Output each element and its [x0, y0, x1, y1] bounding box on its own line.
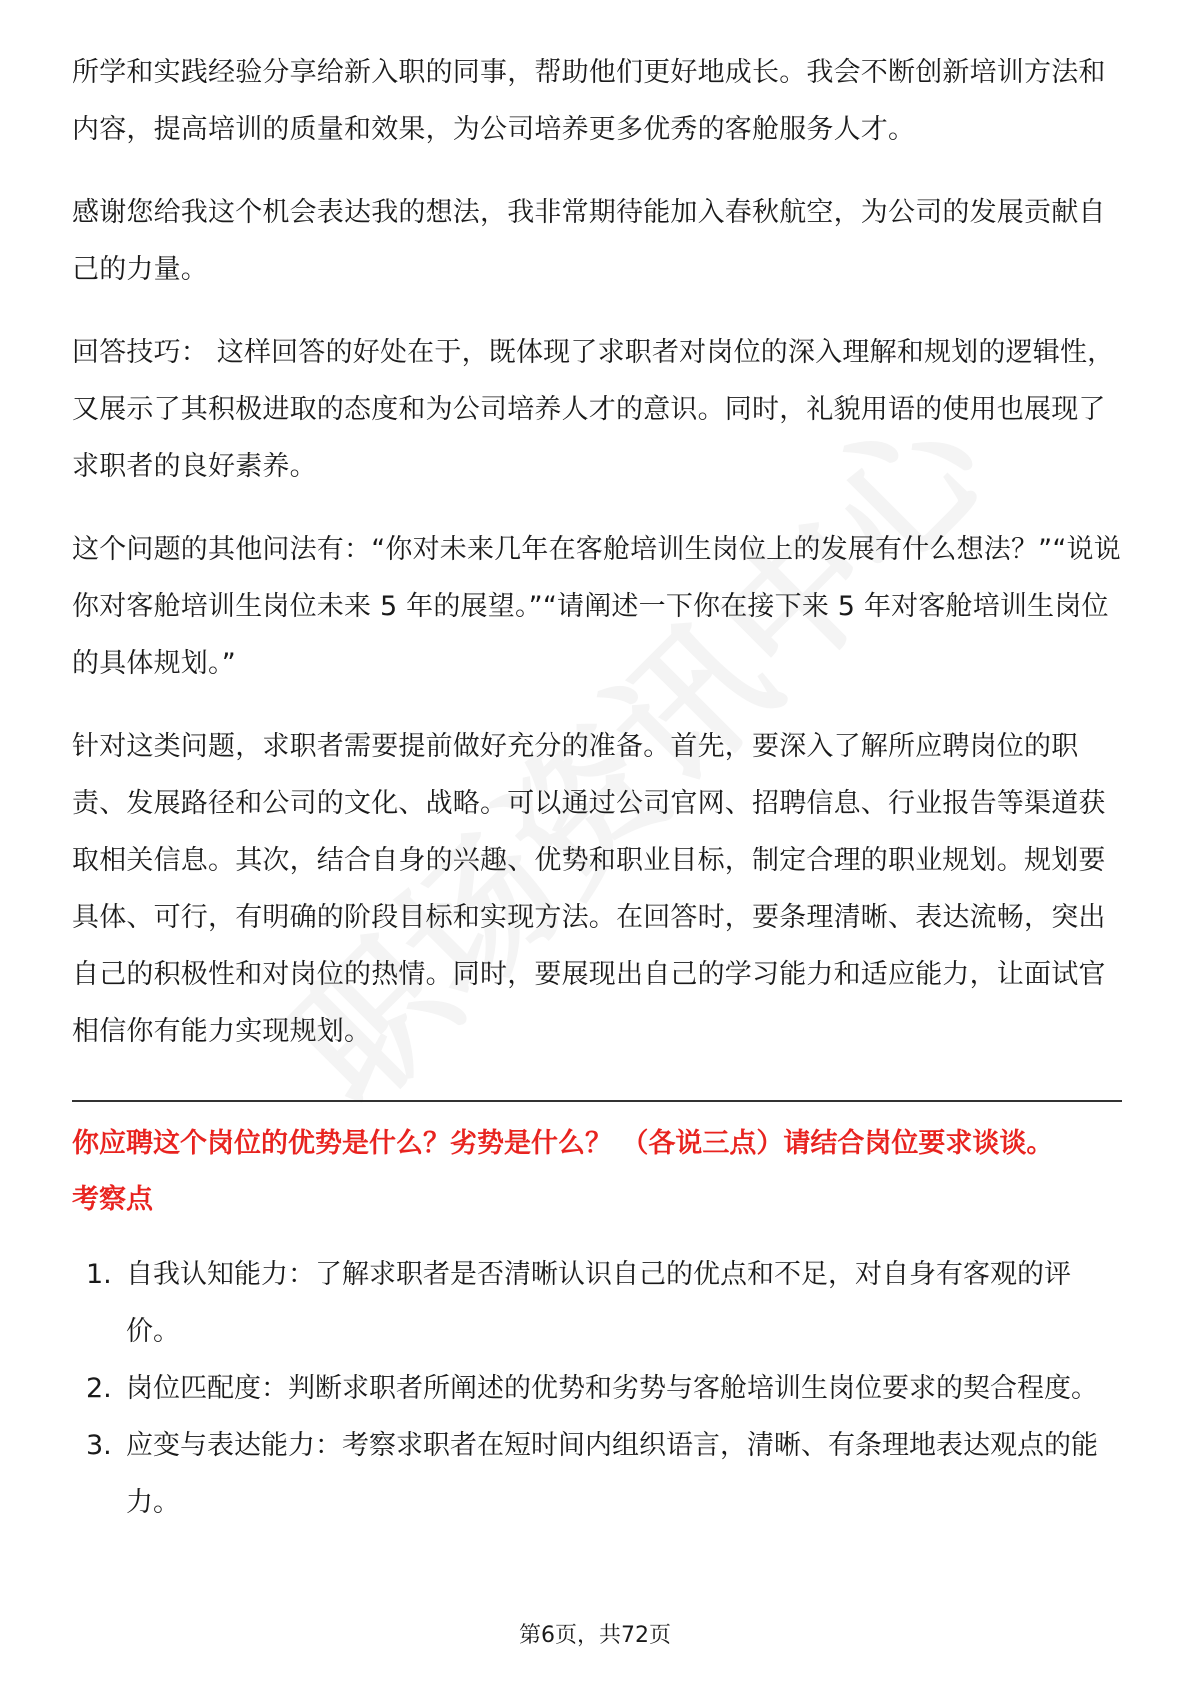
list-item-number: 1.	[86, 1259, 112, 1290]
list-item-text: 应变与表达能力：考察求职者在短时间内组织语言，清晰、有条理地表达观点的能力。	[126, 1430, 1098, 1518]
section-label-assessment: 考察点	[72, 1184, 153, 1215]
paragraph-answer-tips: 回答技巧： 这样回答的好处在于，既体现了求职者对岗位的深入理解和规划的逻辑性，又展示了其积极进取的态度和为公司培养人才的意识。同时，礼貌用语的使用也展现了求职者的良好素养。	[72, 337, 1115, 482]
document-page	[72, 44, 1122, 1531]
paragraph-thanks: 感谢您给我这个机会表达我的想法，我非常期待能加入春秋航空，为公司的发展贡献自己的力量。	[72, 197, 1106, 285]
list-item-text: 岗位匹配度：判断求职者所阐述的优势和劣势与客舱培训生岗位要求的契合程度。	[126, 1373, 1098, 1404]
page-footer: 第6页，共72页	[519, 1623, 671, 1648]
list-item	[72, 1360, 1122, 1417]
section-divider	[72, 1100, 1122, 1102]
list-item-text: 自我认知能力：了解求职者是否清晰认识自己的优点和不足，对自身有客观的评价。	[126, 1259, 1071, 1347]
paragraph-training-plan: 所学和实践经验分享给新入职的同事，帮助他们更好地成长。我会不断创新培训方法和内容，提高培训的质量和效果，为公司培养更多优秀的客舱服务人才。	[72, 57, 1106, 145]
assessment-points-list	[72, 1246, 1122, 1531]
paragraph-alternative-questions: 这个问题的其他问法有：“你对未来几年在客舱培训生岗位上的发展有什么想法？”“说说你对客舱培训生岗位未来 5 年的展望。”“请阐述一下你在接下来 5 年对客舱培训生岗位的具体规划。”	[72, 534, 1121, 679]
list-item	[72, 1417, 1122, 1531]
paragraph-preparation-advice: 针对这类问题，求职者需要提前做好充分的准备。首先，要深入了解所应聘岗位的职责、发展路径和公司的文化、战略。可以通过公司官网、招聘信息、行业报告等渠道获取相关信息。其次，结合自身的兴趣、优势和职业目标，制定合理的职业规划。规划要具体、可行，有明确的阶段目标和实现方法。在回答时，要条理清晰、表达流畅，突出自己的积极性和对岗位的热情。同时，要展现出自己的学习能力和适应能力，让面试官相信你有能力实现规划。	[72, 731, 1106, 1047]
question-title: 你应聘这个岗位的优势是什么？劣势是什么？ （各说三点）请结合岗位要求谈谈。	[72, 1128, 1054, 1159]
list-item-number: 2.	[86, 1373, 112, 1404]
list-item-number: 3.	[86, 1430, 112, 1461]
list-item	[72, 1246, 1122, 1360]
